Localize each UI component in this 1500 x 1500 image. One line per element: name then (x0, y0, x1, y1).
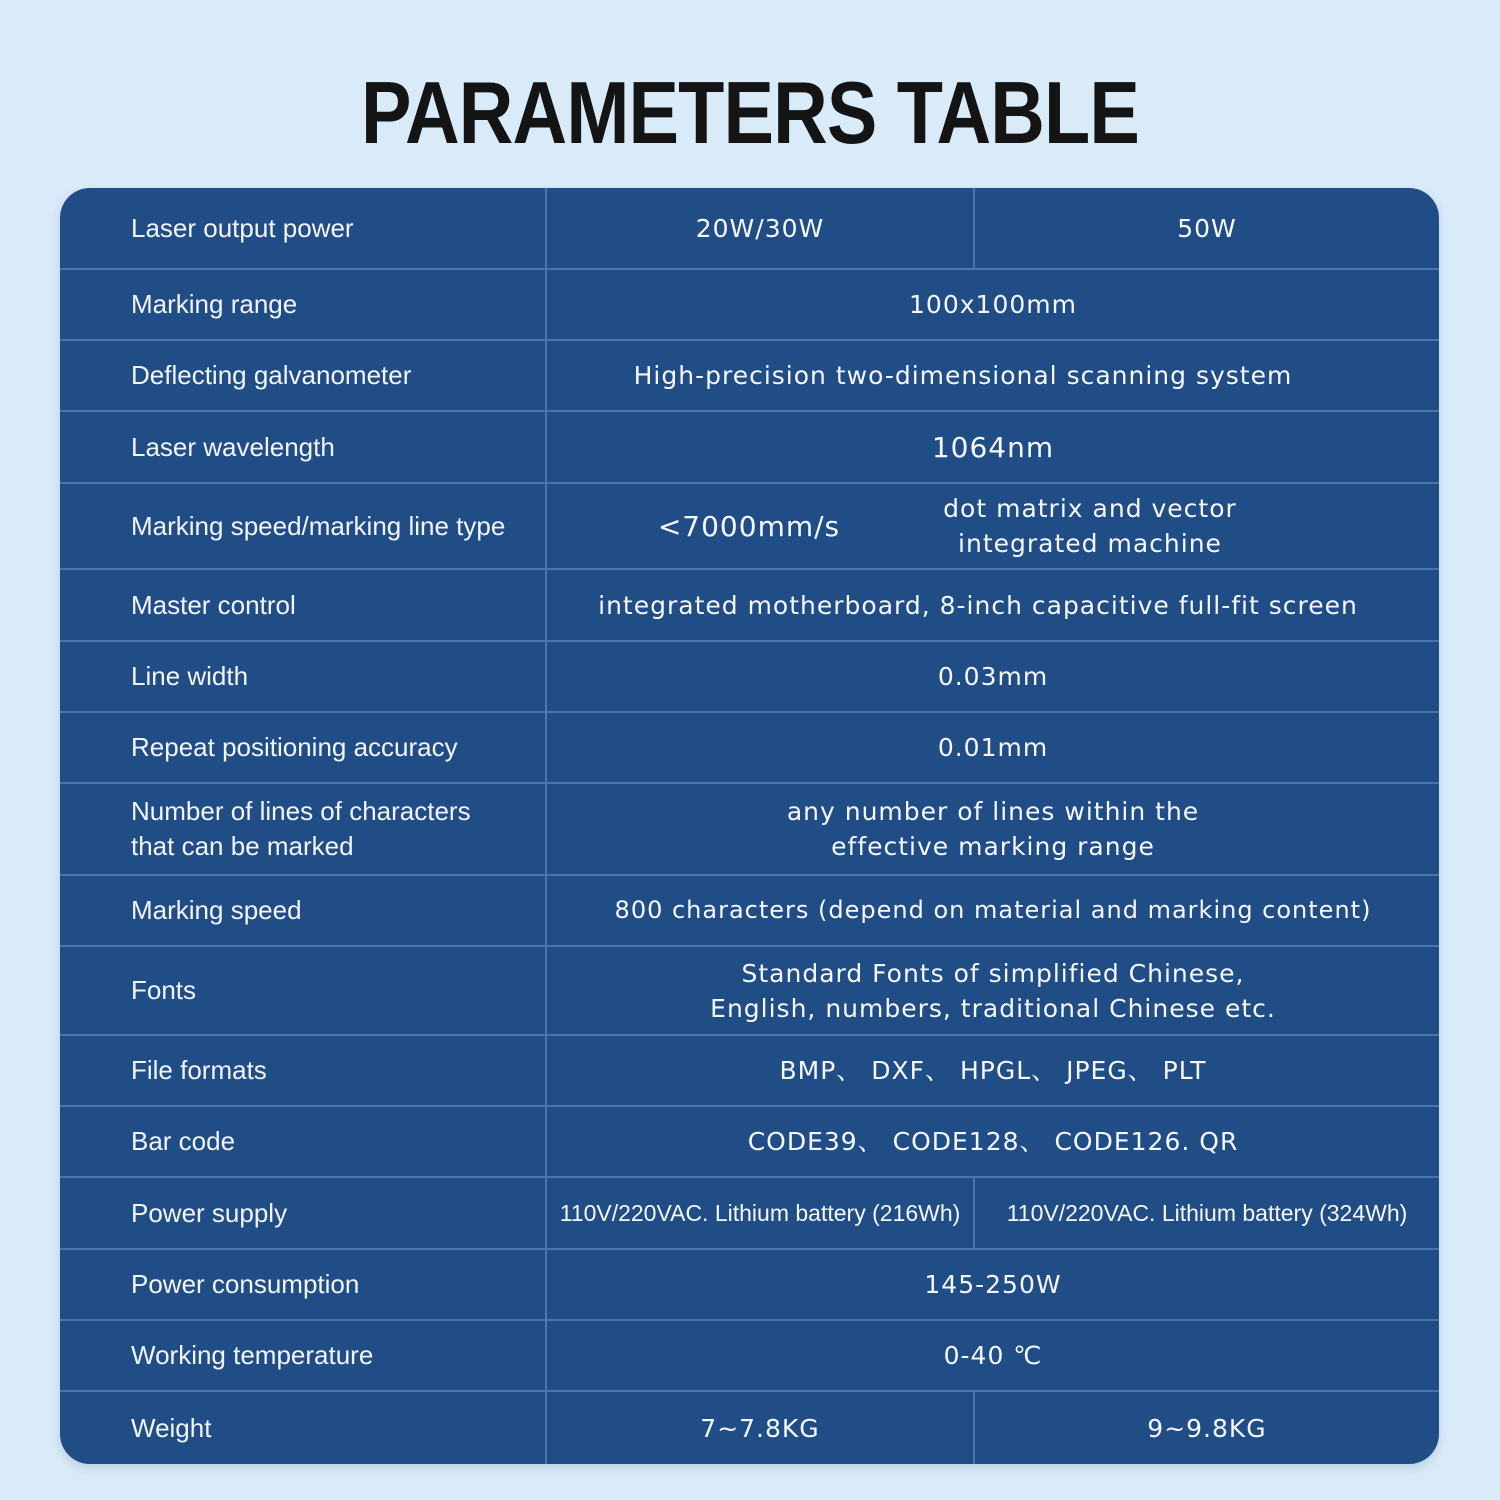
row-value: BMP、 DXF、 HPGL、 JPEG、 PLT (779, 1056, 1207, 1085)
row-value-50w: 50W (1177, 213, 1237, 243)
page-title: PARAMETERS TABLE (360, 63, 1140, 162)
table-row-line-width (60, 640, 1439, 711)
table-row-bar-code (60, 1105, 1439, 1176)
row-value: 0.03mm (937, 662, 1049, 691)
table-row-power-supply (60, 1176, 1439, 1248)
row-label: Working temperature (60, 1321, 547, 1390)
row-value-weight-a: 7~7.8KG (547, 1392, 975, 1464)
table-row-file-formats (60, 1034, 1439, 1105)
row-label: Power supply (60, 1178, 547, 1248)
row-label: Master control (60, 570, 547, 640)
row-label: Fonts (60, 947, 547, 1034)
row-value: 100x100mm (909, 290, 1077, 319)
table-row-repeat-positioning-accuracy (60, 711, 1439, 782)
table-row-fonts (60, 945, 1439, 1034)
table-row-master-control (60, 568, 1439, 640)
row-value-line-type: dot matrix and vector integrated machine (943, 494, 1237, 558)
table-row-marking-speed-line-type (60, 482, 1439, 568)
row-value: 0.01mm (937, 733, 1049, 762)
row-value: 0-40 ℃ (943, 1341, 1043, 1370)
row-label: Repeat positioning accuracy (60, 713, 547, 782)
table-row-laser-wavelength (60, 410, 1439, 482)
table-row-weight (60, 1390, 1439, 1464)
row-value-20w-30w: 20W/30W (547, 188, 975, 268)
row-value: 145-250W (924, 1270, 1062, 1299)
table-row-marking-speed (60, 874, 1439, 945)
row-value: any number of lines within the effective marking range (786, 797, 1200, 861)
row-label: Laser wavelength (60, 412, 547, 482)
row-value-216wh: 110V/220VAC. Lithium battery (216Wh) (547, 1178, 975, 1248)
row-value-324wh: 110V/220VAC. Lithium battery (324Wh) (1006, 1199, 1408, 1226)
row-value: CODE39、 CODE128、 CODE126. QR (747, 1127, 1239, 1156)
table-row-number-of-lines (60, 782, 1439, 874)
row-value: integrated motherboard, 8-inch capacitive full-fit screen (598, 590, 1358, 620)
row-label: Laser output power (60, 188, 547, 268)
table-row-marking-range (60, 268, 1439, 339)
table-row-deflecting-galvanometer (60, 339, 1439, 410)
parameters-table (60, 188, 1439, 1464)
row-label: Marking range (60, 270, 547, 339)
row-value: 1064nm (931, 430, 1055, 464)
row-label: Number of lines of characters that can be marked (60, 784, 547, 874)
row-label: Power consumption (60, 1250, 547, 1319)
table-row-power-consumption (60, 1248, 1439, 1319)
row-label: Marking speed (60, 876, 547, 945)
row-label: Bar code (60, 1107, 547, 1176)
row-value-weight-b: 9~9.8KG (1147, 1413, 1267, 1443)
table-row-working-temperature (60, 1319, 1439, 1390)
row-value: 800 characters (depend on material and marking content) (614, 896, 1372, 924)
row-label: File formats (60, 1036, 547, 1105)
row-value: Standard Fonts of simplified Chinese, English, numbers, traditional Chinese etc. (710, 958, 1276, 1023)
row-value-speed: <7000mm/s (657, 509, 841, 543)
table-row-laser-output-power (60, 188, 1439, 268)
row-label: Marking speed/marking line type (60, 484, 547, 568)
row-label: Deflecting galvanometer (60, 341, 547, 410)
row-value: High-precision two-dimensional scanning system (633, 361, 1293, 390)
row-label: Line width (60, 642, 547, 711)
row-label: Weight (60, 1392, 547, 1464)
